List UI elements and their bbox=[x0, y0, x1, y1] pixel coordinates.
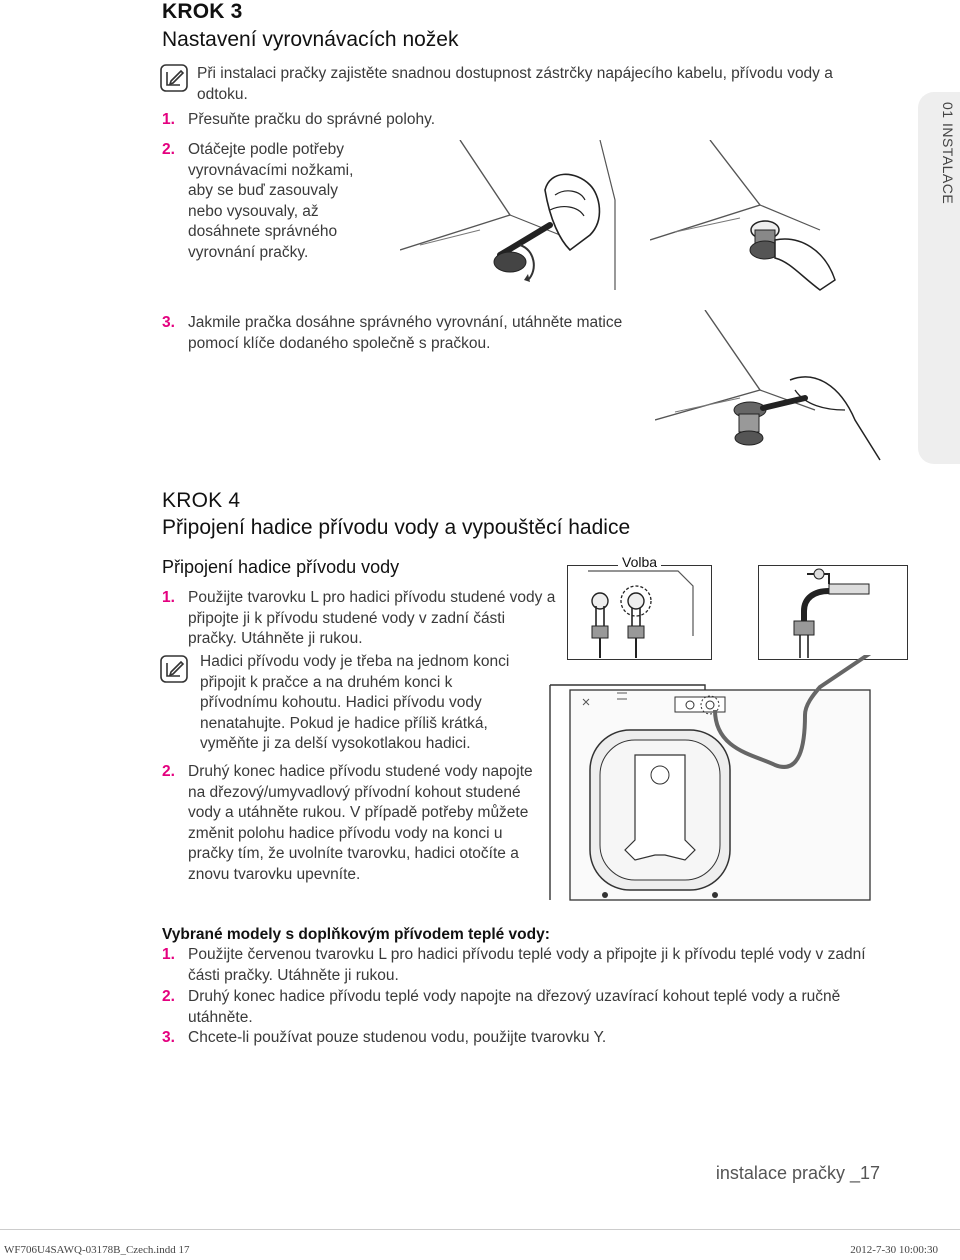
krok4-step-2 bbox=[162, 762, 552, 885]
krok3-note: Při instalaci pračky zajistěte snadnou dostupnost zástrčky napájecího kabelu, přívodu vody a odtoku. bbox=[197, 65, 833, 103]
l-fittings-illustration bbox=[568, 566, 710, 658]
step-text: Přesuňte pračku do správné polohy. bbox=[188, 111, 436, 128]
section-heading: Připojení hadice přívodu vody bbox=[162, 557, 400, 577]
hot-water-step-2 bbox=[162, 987, 882, 1028]
faucet-illustration bbox=[759, 566, 906, 658]
note-icon bbox=[160, 655, 188, 683]
krok4-note: Hadici přívodu vody je třeba na jednom konci připojit k pračce a na druhém konci k přívodnímu kohoutu. Hadici přívodu vody nenatahujte. Pokud je hadice příliš krátká, vyměňte ji za delší vysokotlakou hadici. bbox=[200, 653, 510, 752]
step-text: Druhý konec hadice přívodu studené vody napojte na dřezový/umyvadlový přívodní kohout studené vody a utáhněte rukou. V případě potřeby můžete změnit polohu hadice přívodu vody na konci u pračky tím, že uvolníte tvarovku, hadici otočíte a znovu tvarovku upevníte. bbox=[188, 763, 533, 883]
option-label: Volba bbox=[618, 554, 661, 570]
hot-water-step-1 bbox=[162, 945, 882, 986]
hot-water-step-3 bbox=[162, 1028, 882, 1049]
step-number: 3. bbox=[162, 1029, 175, 1046]
step-number: 2. bbox=[162, 763, 175, 780]
krok3-step-2 bbox=[162, 140, 372, 263]
krok4-title: KROK 4 bbox=[162, 489, 241, 512]
print-file-name: WF706U4SAWQ-03178B_Czech.indd 17 bbox=[4, 1244, 190, 1256]
krok4-step-1 bbox=[162, 588, 557, 650]
step-text: Použijte tvarovku L pro hadici přívodu studené vody a připojte ji k přívodu studené vody v zadní části pračky. Utáhněte ji rukou. bbox=[188, 589, 556, 647]
faucet-box bbox=[758, 565, 908, 660]
krok4-subtitle: Připojení hadice přívodu vody a vypouštěcí hadice bbox=[162, 516, 631, 539]
krok3-step-1 bbox=[162, 110, 482, 131]
krok3-step-3 bbox=[162, 313, 642, 354]
chapter-side-tab bbox=[918, 92, 960, 464]
print-timestamp: 2012-7-30 10:00:30 bbox=[850, 1244, 938, 1256]
step-text: Jakmile pračka dosáhne správného vyrovnání, utáhněte matice pomocí klíče dodaného společně s pračkou. bbox=[188, 314, 623, 352]
note-icon bbox=[160, 64, 188, 92]
step-text: Použijte červenou tvarovku L pro hadici přívodu teplé vody a připojte ji k přívodu teplé vody v zadní části pračky. Utáhněte ji rukou. bbox=[188, 946, 866, 984]
wrench-leveling-illustration bbox=[400, 140, 640, 290]
page-number: instalace pračky _17 bbox=[715, 1163, 880, 1183]
hot-water-heading: Vybrané modely s doplňkovým přívodem teplé vody: bbox=[162, 926, 550, 943]
step-number: 3. bbox=[162, 314, 175, 331]
step-text: Chcete-li používat pouze studenou vodu, použijte tvarovku Y. bbox=[188, 1029, 607, 1046]
print-divider bbox=[0, 1229, 960, 1230]
tighten-nut-illustration bbox=[655, 310, 885, 470]
step-text: Otáčejte podle potřeby vyrovnávacími nožkami, aby se buď zasouvaly nebo vysouvaly, až dosáhnete správného vyrovnání pračky. bbox=[188, 141, 354, 261]
step-number: 1. bbox=[162, 589, 175, 606]
hand-leveling-illustration bbox=[650, 140, 840, 300]
step-number: 1. bbox=[162, 946, 175, 963]
option-fittings-box bbox=[567, 554, 712, 660]
krok3-subtitle: Nastavení vyrovnávacích nožek bbox=[162, 28, 459, 51]
step-text: Druhý konec hadice přívodu teplé vody napojte na dřezový uzavírací kohout teplé vody a ručně utáhněte. bbox=[188, 988, 841, 1026]
step-number: 2. bbox=[162, 988, 175, 1005]
step-number: 2. bbox=[162, 141, 175, 158]
washer-rear-illustration bbox=[545, 655, 910, 905]
step-number: 1. bbox=[162, 111, 175, 128]
chapter-label: 01 INSTALACE bbox=[940, 102, 956, 205]
krok3-title: KROK 3 bbox=[162, 0, 243, 23]
